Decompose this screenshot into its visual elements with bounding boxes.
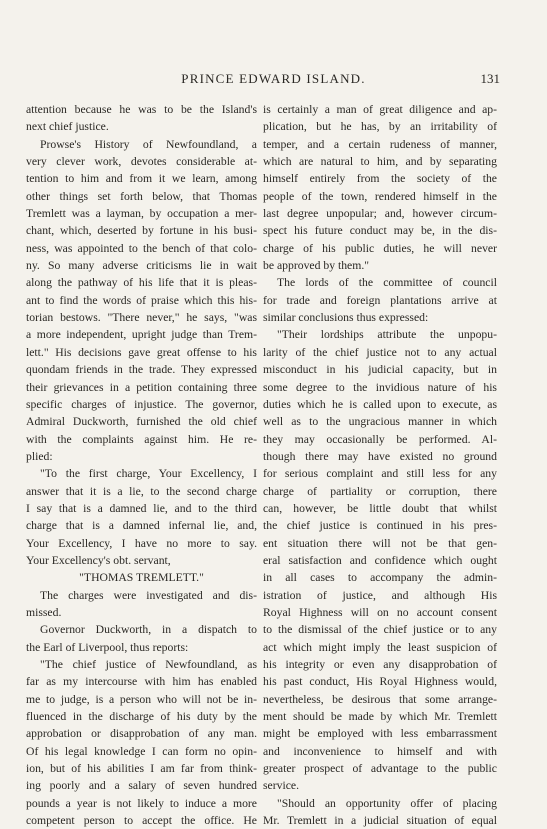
text-line: his integrity or even any disapprobation of: [263, 658, 497, 671]
text-line: the Earl of Liverpool, thus reports:: [26, 640, 189, 654]
text-line: ny. So many adverse criticisms lie in wait: [26, 259, 257, 273]
text-line: eral satisfaction and confidence which ought: [263, 553, 497, 567]
text-line: charge of partiality or corruption, there: [263, 484, 497, 498]
text-line: service.: [263, 779, 300, 793]
text-line: plied:: [26, 449, 53, 463]
text-line: can, however, be little doubt that whilst: [263, 501, 497, 515]
text-line: misconduct in his judicial capacity, but in: [263, 363, 497, 377]
text-line: "The chief justice of Newfoundland, as: [40, 658, 257, 671]
text-line: next chief justice.: [26, 120, 109, 134]
text-line: last degree unpopular; and, however circum-: [263, 207, 497, 221]
text-line: which are natural to him, and by separating: [263, 155, 497, 169]
text-line: well as to the ungracious manner in which: [263, 415, 497, 429]
text-line: far as my intercourse with him has enabled: [26, 675, 257, 689]
text-line: spect his future conduct may be, in the dis-: [263, 224, 497, 238]
text-line: for trade and foreign plantations arrive at: [263, 293, 497, 307]
text-line: to the dismissal of the chief justice or to any: [263, 623, 497, 637]
text-line: The charges were investigated and dis-: [40, 588, 257, 602]
running-title: PRINCE EDWARD ISLAND.: [181, 71, 366, 86]
text-line: is certainly a man of great diligence and ap-: [263, 103, 497, 116]
text-line: they may occasionally be performed. Al-: [263, 432, 497, 446]
text-line: lett." His decisions gave great offense to his: [26, 345, 257, 359]
text-line: Prowse's History of Newfoundland, a: [40, 137, 257, 151]
text-line: "Their lordships attribute the unpopu-: [277, 328, 497, 342]
text-line: charge that is a damned infernal lie, and,: [26, 519, 257, 533]
text-line: plication, but he has, by an irritability of: [263, 120, 497, 134]
text-line: himself entirely from the society of the: [263, 172, 497, 186]
text-line: charge of his public duties, he will never: [263, 241, 497, 255]
text-line: their grievances in a petition containing three: [26, 380, 257, 394]
text-line: pounds a year is not likely to induce a more: [26, 796, 257, 810]
page-number: 131: [480, 71, 500, 86]
text-line: act which might imply the least suspicion of: [263, 640, 497, 654]
text-line: Your Excellency, I have no more to say.: [26, 536, 257, 550]
text-line: The lords of the committee of council: [277, 276, 497, 290]
text-line: Governor Duckworth, in a dispatch to: [40, 623, 257, 637]
text-line: his past conduct, His Royal Highness would,: [263, 675, 497, 689]
text-line: answer that it is a lie, to the second charge: [26, 484, 257, 498]
text-line: duties which he is called upon to execute, as: [263, 397, 497, 411]
text-line: larity of the chief justice not to any actual: [263, 345, 497, 359]
text-line: people of the town, rendered himself in the: [263, 189, 497, 203]
text-line: attention because he was to be the Island's: [26, 103, 257, 116]
text-line: competent person to accept the office. He: [26, 814, 257, 828]
text-line: torian bestows. "There never," he says, "was: [26, 311, 257, 325]
right-text-column: [263, 101, 497, 829]
text-line: Your Excellency's obt. servant,: [26, 553, 171, 567]
text-line: ness, was appointed to the bench of that colo-: [26, 241, 257, 255]
text-line: me to judge, is a person who will not be in-: [26, 692, 257, 706]
text-line: Tremlett was a layman, by occupation a mer-: [26, 207, 257, 221]
text-line: similar conclusions thus expressed:: [263, 311, 429, 325]
running-head: [0, 71, 547, 91]
text-line: Admiral Duckworth, furnished the old chief: [26, 415, 257, 429]
text-line: might be employed with less embarrassment: [263, 727, 497, 741]
text-line: quondam friends in the trade. They expressed: [26, 363, 257, 377]
text-line: with the complaints against him. He re-: [26, 432, 257, 446]
text-line: istration of justice, and although His: [263, 588, 497, 602]
text-line: Mr. Tremlett in a judicial situation of equal: [263, 814, 497, 828]
text-line: ent situation there will not be that gen-: [263, 536, 497, 550]
text-line: missed.: [26, 605, 62, 619]
text-line: other things set forth below, that Thomas: [26, 189, 257, 203]
text-line: and inconvenience to himself and with: [263, 744, 497, 758]
text-line: a more independent, upright judge than Trem-: [26, 328, 257, 342]
text-line: ment should be made by which Mr. Tremlett: [263, 710, 497, 724]
text-line: very clever work, devotes considerable at-: [26, 155, 257, 169]
text-line: greater prospect of advantage to the public: [263, 762, 497, 776]
text-line: "To the first charge, Your Excellency, I: [40, 467, 257, 481]
text-line: Of his legal knowledge I can form no opin-: [26, 744, 257, 758]
text-line: Royal Highness will on no account consent: [263, 605, 497, 619]
text-line: be approved by them.": [263, 259, 370, 273]
text-line: fluenced in the discharge of his duty by the: [26, 710, 257, 724]
text-line: "Should an opportunity offer of placing: [277, 796, 497, 810]
text-line: chant, which, deserted by fortune in his busi-: [26, 224, 257, 238]
text-line: the chief justice is continued in his pres-: [263, 519, 497, 533]
text-line: some degree to the invidious nature of his: [263, 380, 497, 394]
text-line: nevertheless, be desirous that some arrange-: [263, 692, 497, 706]
text-line: though there may have existed no ground: [263, 449, 497, 463]
text-line: ant to find the words of praise which this his-: [26, 293, 257, 307]
text-line: in all cases to accompany the admin-: [263, 571, 497, 585]
left-text-column: [26, 101, 257, 829]
text-line: tention to him and from it we learn, among: [26, 172, 257, 186]
text-line: approbation or disapprobation of any man.: [26, 727, 257, 741]
text-line: along the pathway of his life that it is pleas-: [26, 276, 257, 290]
text-line: specific charges of injustice. The governor,: [26, 397, 257, 411]
text-line: ion, but of his abilities I am far from think-: [26, 762, 257, 776]
text-line: temper, and a certain rudeness of manner,: [263, 137, 497, 151]
text-line: for serious complaint and still less for any: [263, 467, 497, 481]
text-line: ing poorly and a salary of seven hundred: [26, 779, 257, 793]
text-line: I say that is a damned lie, and to the third: [26, 501, 257, 515]
text-line: "THOMAS TREMLETT.": [79, 571, 204, 585]
